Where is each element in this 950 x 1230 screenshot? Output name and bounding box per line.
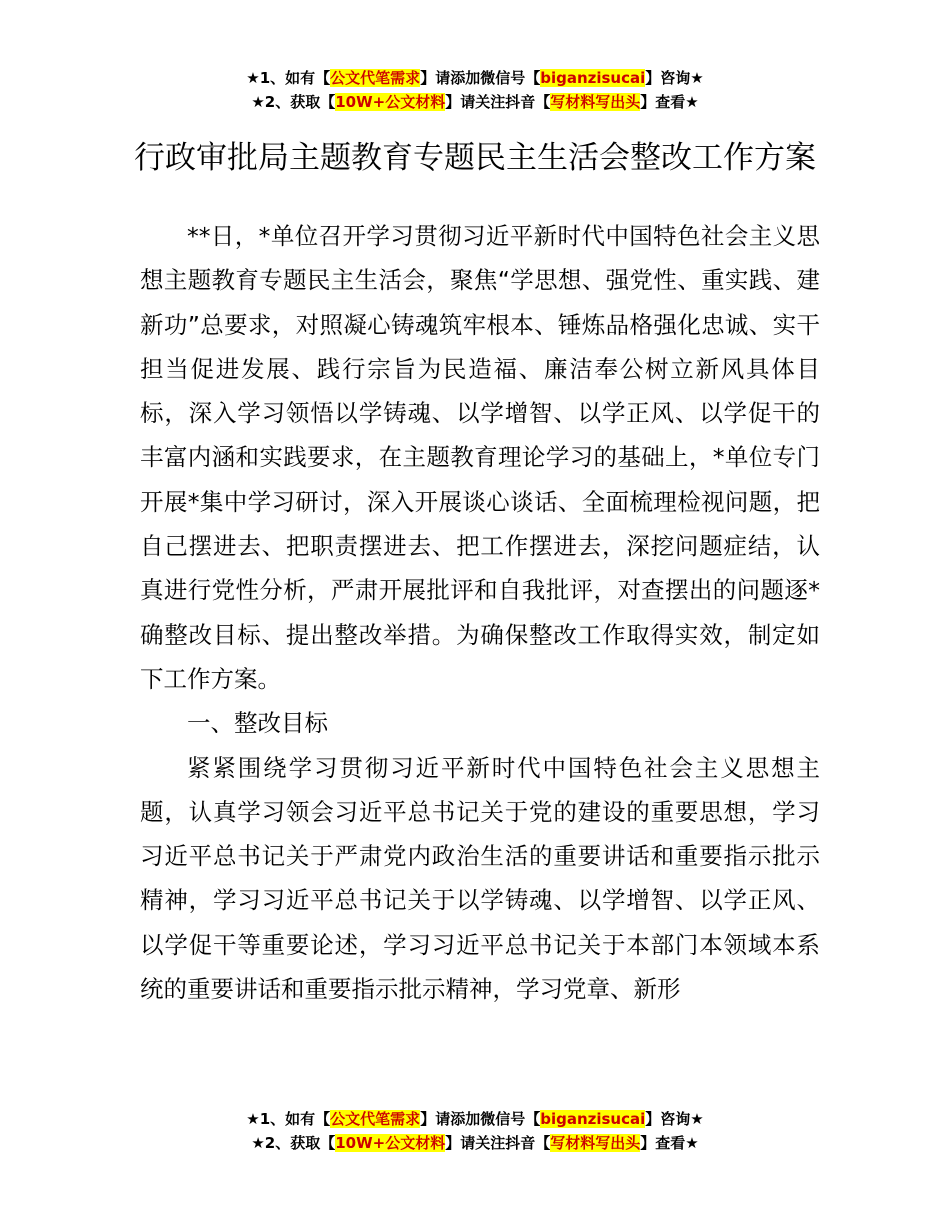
document-title: 行政审批局主题教育专题民主生活会整改工作方案 xyxy=(134,139,816,176)
document-body xyxy=(140,214,820,1011)
section-paragraph-targets: 紧紧围绕学习贯彻习近平新时代中国特色社会主义思想主题，认真学习领会习近平总书记关于党的建设的重要思想，学习习近平总书记关于严肃党内政治生活的重要讲话和重要指示批示精神，学习习近平总书记关于以学铸魂、以学增智、以学正风、以学促干等重要论述，学习习近平总书记关于本部门本领域本系统的重要讲话和重要指示批示精神，学习党章、新形 xyxy=(140,753,820,1004)
highlight-service: 公文代笔需求 xyxy=(330,1110,421,1128)
highlight-douyin: 写材料写出头 xyxy=(550,93,641,111)
highlight-service: 公文代笔需求 xyxy=(330,69,421,87)
banner-line-1: ★1、如有【公文代笔需求】请添加微信号【biganzisucai】咨询★ xyxy=(246,69,704,87)
highlight-wechat-id: biganzisucai xyxy=(540,1110,646,1128)
intro-paragraph: **日，*单位召开学习贯彻习近平新时代中国特色社会主义思想主题教育专题民主生活会，聚焦“学思想、强党性、重实践、建新功”总要求，对照凝心铸魂筑牢根本、锤炼品格强化忠诚、实干担当促进发展、践行宗旨为民造福、廉洁奉公树立新风具体目标，深入学习领悟以学铸魂、以学增智、以学正风、以学促干的丰富内涵和实践要求，在主题教育理论学习的基础上，*单位专门开展*集中学习研讨，深入开展谈心谈话、全面梳理检视问题，把自己摆进去、把职责摆进去、把工作摆进去，深挖问题症结，认真进行党性分析，严肃开展批评和自我批评，对查摆出的问题逐*确整改目标、提出整改举措。为确保整改工作取得实效，制定如下工作方案。 xyxy=(140,222,820,693)
footer-banner xyxy=(0,1107,950,1155)
highlight-materials: 10W+公文材料 xyxy=(335,93,446,111)
highlight-douyin: 写材料写出头 xyxy=(550,1134,641,1152)
header-banner xyxy=(0,66,950,114)
banner-line-2: ★2、获取【10W+公文材料】请关注抖音【写材料写出头】查看★ xyxy=(251,93,699,111)
section-heading-targets: 一、整改目标 xyxy=(187,709,328,738)
highlight-materials: 10W+公文材料 xyxy=(335,1134,446,1152)
banner-line-1: ★1、如有【公文代笔需求】请添加微信号【biganzisucai】咨询★ xyxy=(246,1110,704,1128)
highlight-wechat-id: biganzisucai xyxy=(540,69,646,87)
banner-line-2: ★2、获取【10W+公文材料】请关注抖音【写材料写出头】查看★ xyxy=(251,1134,699,1152)
